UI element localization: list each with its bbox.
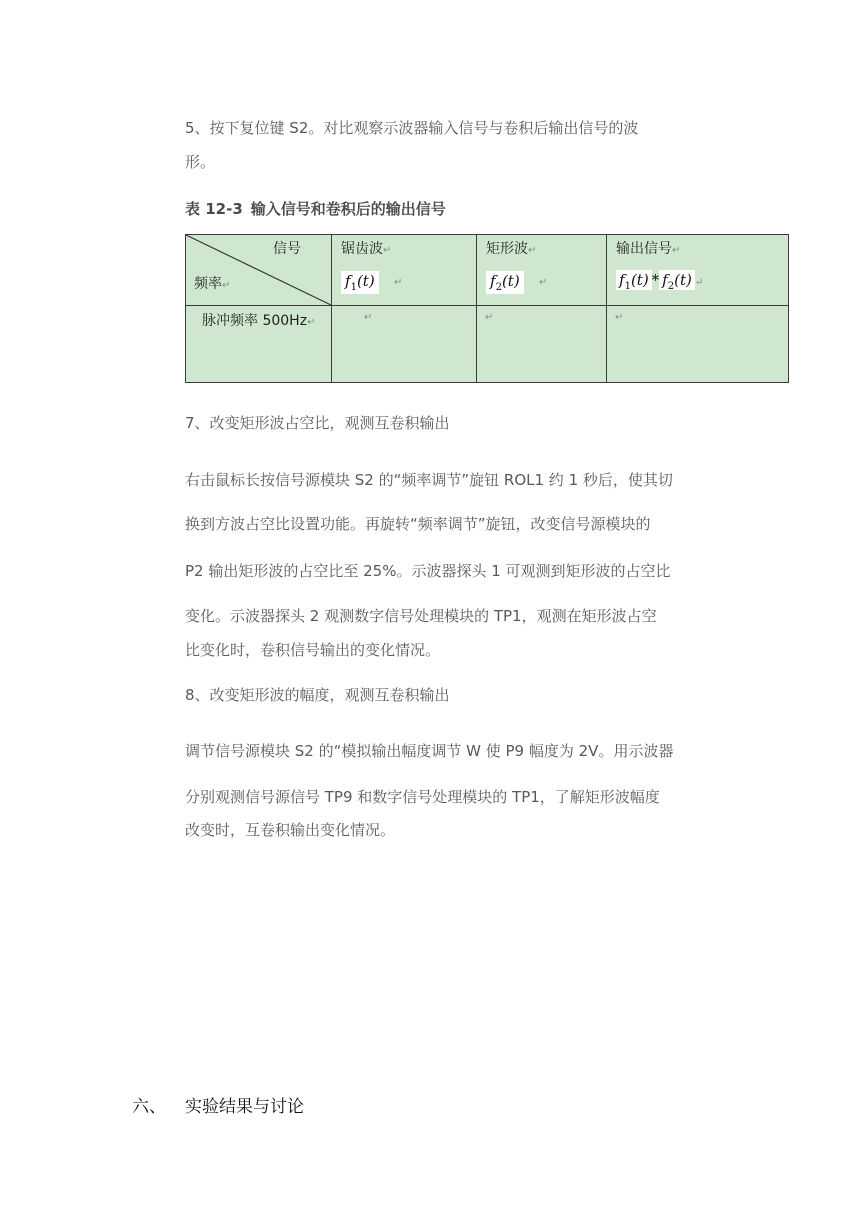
f2-formula: $f_2(t)$ bbox=[486, 271, 524, 294]
f1-formula: $f_1(t)$ bbox=[341, 271, 379, 294]
paragraph-mark: ↵ bbox=[394, 277, 403, 288]
header-output-cell bbox=[607, 235, 789, 306]
diagonal-header-cell bbox=[186, 235, 332, 306]
paragraph-7-line-1: 右击鼠标长按信号源模块 S2 的“频率调节”旋钮 ROL1 约 1 秒后，使其切 bbox=[185, 471, 673, 489]
header-sawtooth-cell bbox=[332, 235, 477, 306]
paragraph-8-line-3: 改变时，互卷积输出变化情况。 bbox=[185, 821, 396, 839]
paragraph-7-line-3: P2 输出矩形波的占空比至 25%。示波器探头 1 可观测到矩形波的占空比 bbox=[185, 562, 671, 580]
row-pulse-frequency-label: 脉冲频率 500Hz↵ bbox=[202, 313, 316, 329]
paragraph-5-line-2: 形。 bbox=[185, 153, 216, 171]
paragraph-8-title: 8、改变矩形波的幅度，观测互卷积输出 bbox=[185, 686, 450, 704]
table-row bbox=[186, 306, 789, 383]
paragraph-8-line-1: 调节信号源模块 S2 的“模拟输出幅度调节 W 使 P9 幅度为 2V。用示波器 bbox=[185, 742, 674, 760]
paragraph-8-line-2: 分别观测信号源信号 TP9 和数字信号处理模块的 TP1，了解矩形波幅度 bbox=[185, 788, 660, 806]
section-number: 六、 bbox=[132, 1097, 166, 1117]
section-title: 实验结果与讨论 bbox=[185, 1097, 304, 1117]
paragraph-7-line-5: 比变化时，卷积信号输出的变化情况。 bbox=[185, 641, 441, 659]
header-sawtooth-label: 锯齿波↵ bbox=[341, 241, 392, 257]
table-caption-number: 表 12-3 bbox=[185, 200, 243, 218]
paragraph-mark: ↵ bbox=[539, 277, 548, 288]
rectangle-value-cell bbox=[477, 306, 607, 383]
signal-table bbox=[185, 234, 789, 383]
output-value-cell bbox=[607, 306, 789, 383]
paragraph-mark: ↵ bbox=[615, 312, 624, 323]
header-rectangle-cell bbox=[477, 235, 607, 306]
paragraph-5-line-1: 5、按下复位键 S2。对比观察示波器输入信号与卷积后输出信号的波 bbox=[185, 119, 639, 137]
paragraph-7-line-4: 变化。示波器探头 2 观测数字信号处理模块的 TP1，观测在矩形波占空 bbox=[185, 607, 657, 625]
convolution-formula: $f_1(t) * f_2(t)$ ↵ bbox=[616, 271, 703, 292]
header-output-label: 输出信号↵ bbox=[616, 241, 681, 257]
diagonal-line bbox=[186, 235, 331, 305]
table-caption bbox=[185, 198, 446, 219]
row-label-cell bbox=[186, 306, 332, 383]
paragraph-mark: ↵ bbox=[364, 312, 373, 323]
header-rectangle-label: 矩形波↵ bbox=[486, 241, 537, 257]
sawtooth-value-cell bbox=[332, 306, 477, 383]
paragraph-7-line-2: 换到方波占空比设置功能。再旋转“频率调节”旋钮，改变信号源模块的 bbox=[185, 515, 651, 533]
header-frequency-label: 频率↵ bbox=[194, 276, 231, 292]
table-header-row bbox=[186, 235, 789, 306]
table-caption-text: 输入信号和卷积后的输出信号 bbox=[250, 200, 446, 218]
paragraph-7-title: 7、改变矩形波占空比，观测互卷积输出 bbox=[185, 414, 450, 432]
paragraph-mark: ↵ bbox=[485, 312, 494, 323]
header-signal-label: 信号 bbox=[273, 241, 301, 257]
